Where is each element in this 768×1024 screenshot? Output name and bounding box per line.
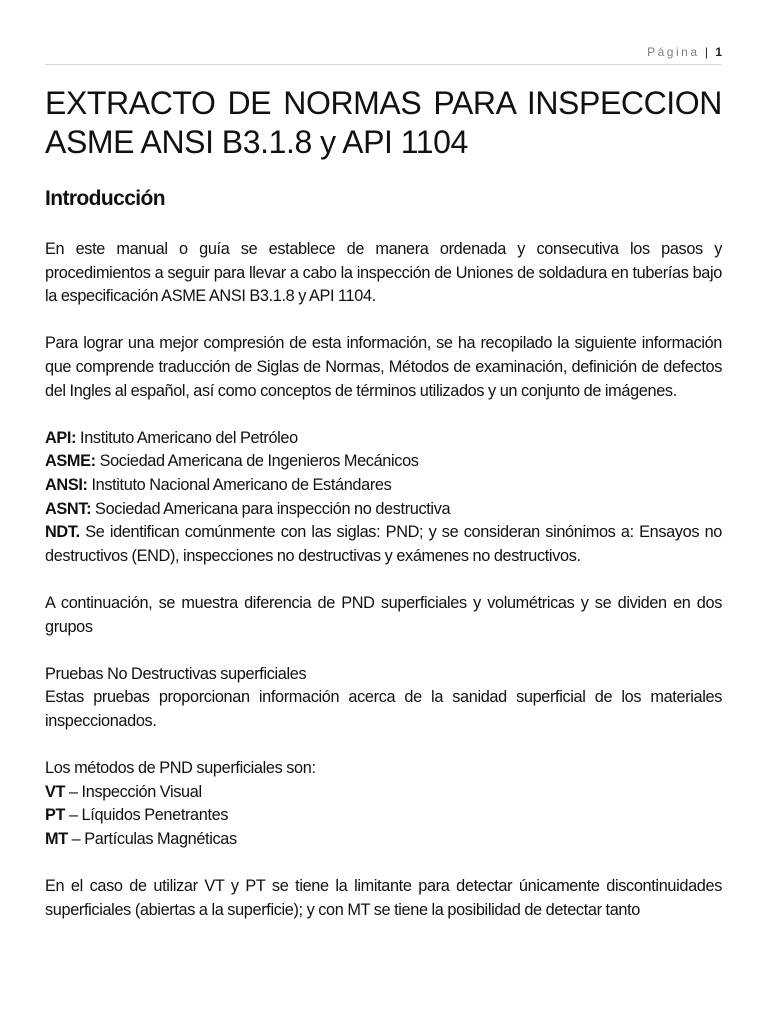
method-name: – Partículas Magnéticas <box>67 829 237 848</box>
acronym-term: NDT. <box>45 523 80 542</box>
acronym-term: ASME: <box>45 452 96 471</box>
acronym-term: ASNT: <box>45 499 92 518</box>
acronym-item <box>45 474 722 498</box>
page-number: 1 <box>715 45 722 59</box>
method-code: MT <box>45 829 68 848</box>
methods-section <box>45 757 722 851</box>
page-header <box>45 44 722 65</box>
acronym-definition: Instituto Americano del Petróleo <box>76 428 298 447</box>
acronym-term: ANSI: <box>45 475 88 494</box>
acronym-term: API: <box>45 428 77 447</box>
acronym-item <box>45 498 722 522</box>
final-paragraph: En el caso de utilizar VT y PT se tiene la limitante para detectar únicamente discontinuidades superficiales (abiertas a la superficie); y con MT se tiene la posibilidad de detectar tanto <box>45 877 722 919</box>
intro-paragraph-2: Para lograr una mejor compresión de esta información, se ha recopilado la siguiente información que comprende traducción de Siglas de Normas, Métodos de examinación, definición de defectos del Ingles al español, así como conceptos de términos utilizados y un conjunto de imágenes. <box>45 334 722 400</box>
surface-section <box>45 663 722 734</box>
acronym-definition: Se identifican comúnmente con las siglas: PND; y se consideran sinónimos a: Ensayos no destructivos (END), inspecciones no destructivas y exámenes no destructivos. <box>45 523 722 565</box>
continuation-paragraph: A continuación, se muestra diferencia de PND superficiales y volumétricas y se dividen en dos grupos <box>45 593 722 636</box>
method-item <box>45 781 722 805</box>
acronym-item <box>45 427 722 451</box>
surface-description: Estas pruebas proporcionan información acerca de la sanidad superficial de los materiales inspeccionados. <box>45 688 722 730</box>
acronym-list <box>45 427 722 569</box>
acronym-definition: Sociedad Americana para inspección no destructiva <box>91 499 451 518</box>
acronym-definition: Sociedad Americana de Ingenieros Mecánicos <box>95 452 419 471</box>
page-label: Página <box>647 45 700 59</box>
method-code: VT <box>45 782 66 801</box>
acronym-definition: Instituto Nacional Americano de Estándares <box>87 475 392 494</box>
intro-heading: Introducción <box>45 187 165 210</box>
acronym-item <box>45 521 722 568</box>
method-name: – Líquidos Penetrantes <box>65 806 229 825</box>
method-item <box>45 804 722 828</box>
document-title: EXTRACTO DE NORMAS PARA INSPECCION ASME ANSI B3.1.8 y API 1104 <box>45 85 722 160</box>
method-code: PT <box>45 806 66 825</box>
acronym-item <box>45 450 722 474</box>
intro-paragraph-1: En este manual o guía se establece de manera ordenada y consecutiva los pasos y procedimientos a seguir para llevar a cabo la inspección de Uniones de soldadura en tuberías bajo la especificación ASME ANSI B3.1.8 y API 1104. <box>45 240 722 306</box>
methods-intro: Los métodos de PND superficiales son: <box>45 759 316 778</box>
header-separator: | <box>704 45 708 59</box>
surface-heading: Pruebas No Destructivas superficiales <box>45 664 307 683</box>
document-body <box>45 84 722 922</box>
method-name: – Inspección Visual <box>65 782 202 801</box>
method-item <box>45 828 722 852</box>
